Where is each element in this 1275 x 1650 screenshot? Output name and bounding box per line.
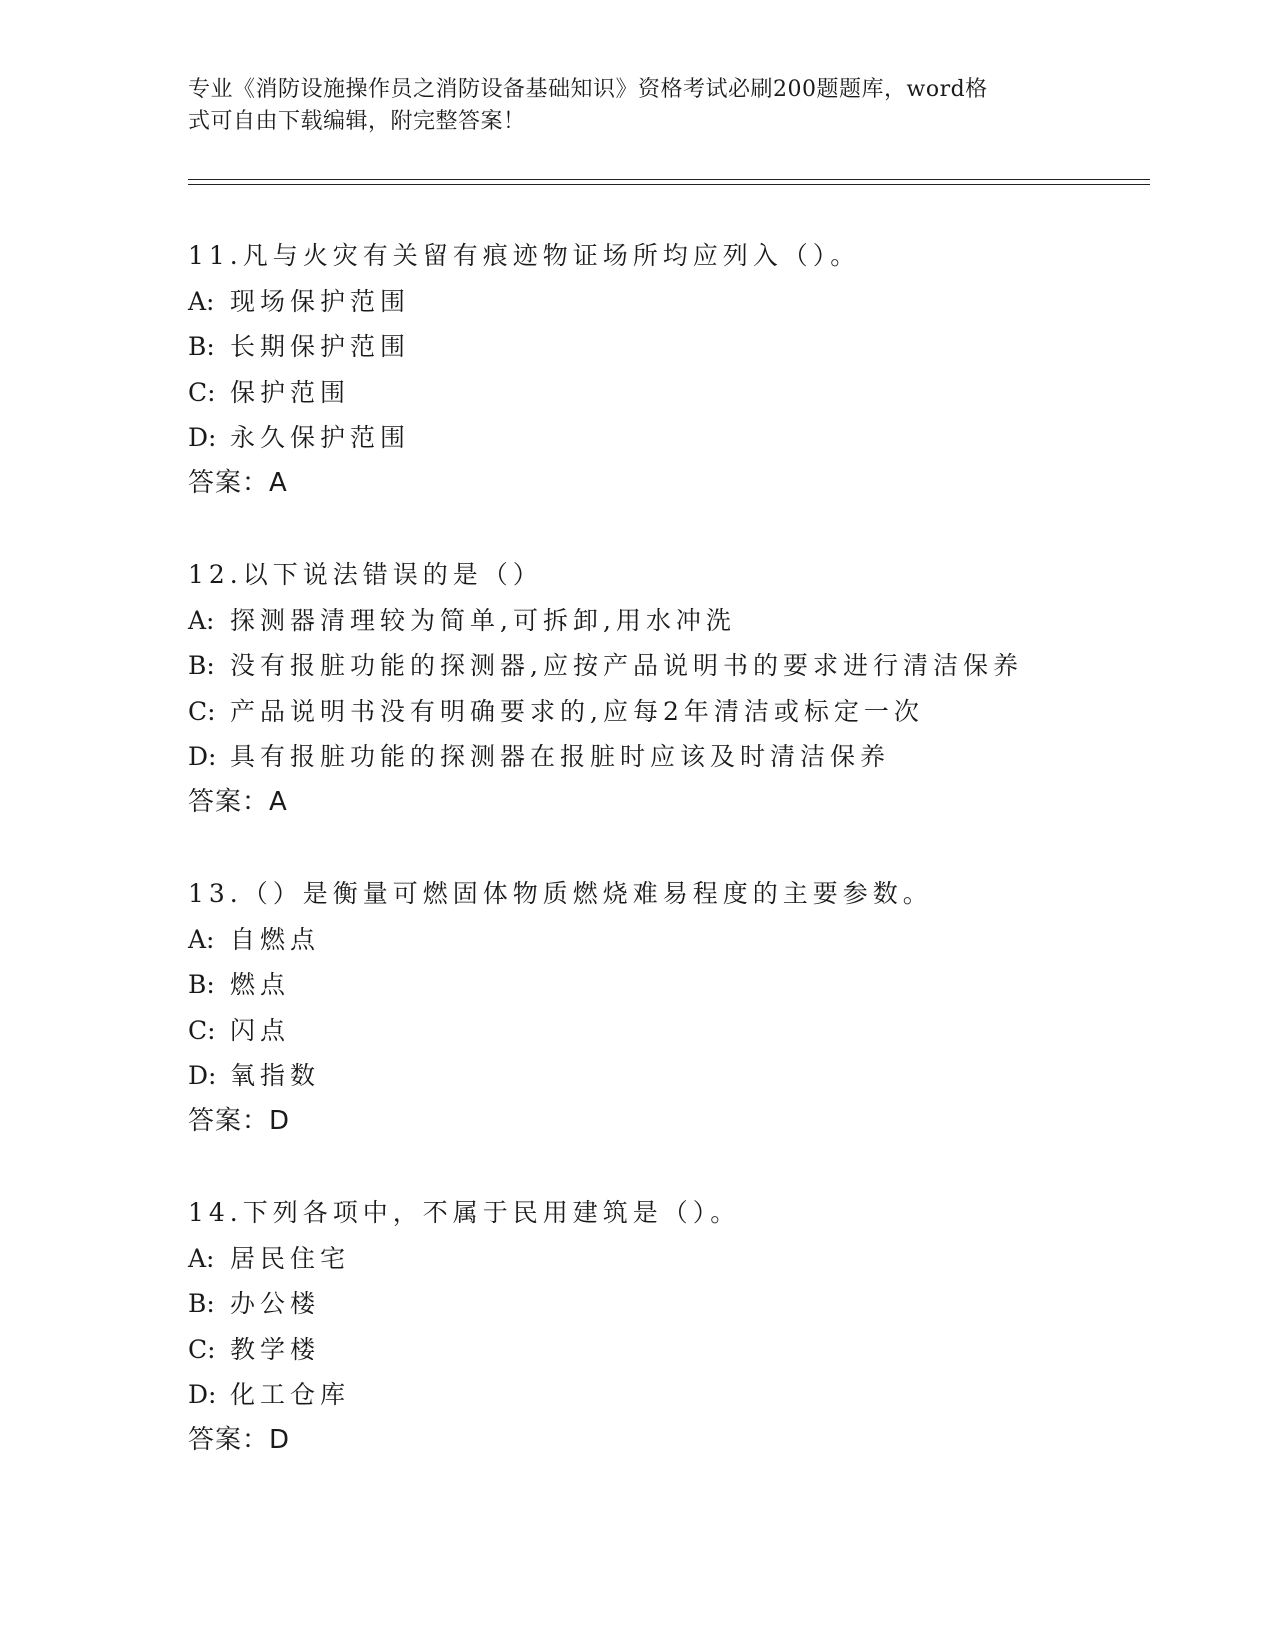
option-text: 居民住宅 [230,1243,351,1273]
answer-label: 答案： [188,1424,270,1455]
option-d [188,1372,1148,1418]
answer [188,1099,1148,1145]
document-header [188,74,1068,138]
option-a [188,598,1148,644]
answer [188,461,1148,507]
answer [188,780,1148,826]
header-divider-bottom [188,184,1150,185]
answer [188,1418,1148,1464]
option-letter: D: [188,742,217,771]
header-line-1: 专业《消防设施操作员之消防设备基础知识》资格考试必刷200题题库，word格 [188,77,988,102]
question-stem: 13.（）是衡量可燃固体物质燃烧难易程度的主要参数。 [188,879,933,908]
answer-value: D [269,1105,290,1136]
answer-value: A [269,786,287,817]
option-text: 长期保护范围 [230,332,411,361]
option-text: 永久保护范围 [230,423,411,452]
option-text: 化工仓库 [230,1380,351,1409]
option-text: 产品说明书没有明确要求的,应每2年清洁或标定一次 [230,696,924,726]
question-stem: 12.以下说法错误的是（） [188,560,543,589]
header-divider-top [188,179,1150,180]
option-c [188,1008,1148,1054]
option-letter: D: [188,1061,217,1090]
option-letter: B: [188,1289,215,1318]
option-b [188,1281,1148,1327]
option-d [188,1053,1148,1099]
option-letter: C: [188,696,216,726]
option-text: 氧指数 [230,1061,321,1090]
option-text: 燃点 [230,970,291,999]
option-text: 现场保护范围 [230,286,411,316]
option-letter: A: [188,286,215,316]
option-letter: B: [188,332,215,361]
option-text: 办公楼 [230,1289,321,1318]
question-11 [188,233,1148,506]
option-b [188,643,1148,689]
answer-label: 答案： [188,1105,270,1136]
option-letter: C: [188,377,216,407]
option-letter: B: [188,970,215,999]
answer-label: 答案： [188,467,270,498]
option-letter: B: [188,651,215,680]
option-text: 没有报脏功能的探测器,应按产品说明书的要求进行清洁保养 [230,651,1023,680]
answer-label: 答案： [188,786,270,817]
answer-value: D [269,1424,290,1455]
option-letter: A: [188,924,215,954]
question-stem: 14.下列各项中，不属于民用建筑是（）。 [188,1198,741,1227]
option-letter: C: [188,1334,216,1364]
question-12 [188,552,1148,825]
option-letter: A: [188,1243,215,1273]
option-letter: D: [188,1380,217,1409]
option-text: 探测器清理较为简单,可拆卸,用水冲洗 [230,605,736,635]
option-text: 闪点 [230,1015,291,1045]
question-14 [188,1190,1148,1463]
option-a [188,1236,1148,1282]
option-b [188,324,1148,370]
option-c [188,370,1148,416]
header-line-2: 式可自由下载编辑，附完整答案！ [188,109,526,134]
option-letter: D: [188,423,217,452]
option-c [188,689,1148,735]
question-13 [188,871,1148,1144]
option-text: 自燃点 [230,924,321,954]
option-text: 保护范围 [230,377,351,407]
option-text: 教学楼 [230,1334,321,1364]
question-stem: 11.凡与火灾有关留有痕迹物证场所均应列入（）。 [188,241,861,270]
option-letter: C: [188,1015,216,1045]
option-a [188,917,1148,963]
option-letter: A: [188,605,215,635]
answer-value: A [269,467,287,498]
option-c [188,1327,1148,1373]
option-b [188,962,1148,1008]
option-d [188,734,1148,780]
option-text: 具有报脏功能的探测器在报脏时应该及时清洁保养 [230,742,891,771]
option-a [188,279,1148,325]
option-d [188,415,1148,461]
